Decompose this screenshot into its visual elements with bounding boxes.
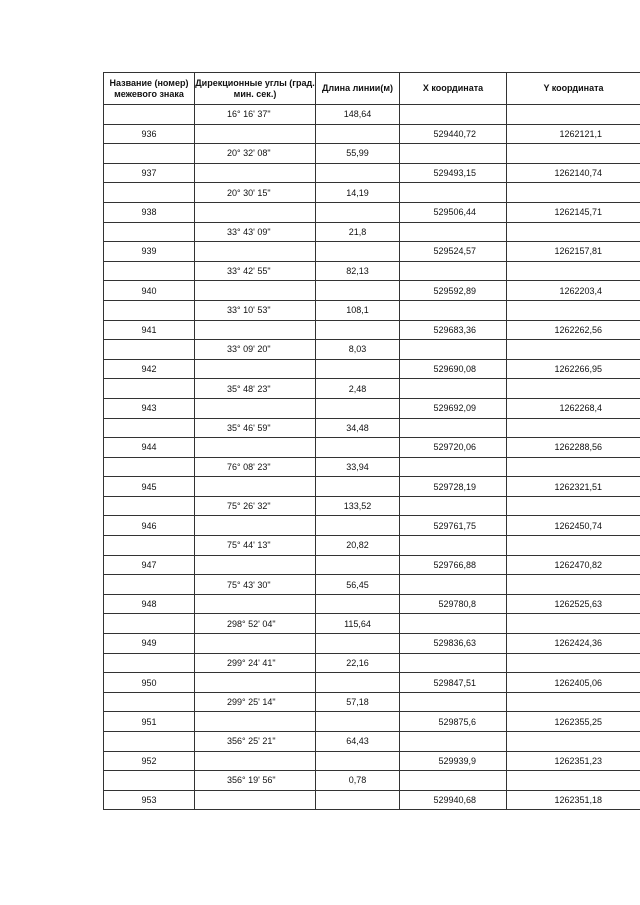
marker-name-cell: 948 (104, 594, 195, 614)
y-coordinate-cell: 1262121,1 (507, 124, 640, 144)
y-coordinate-cell: 1262157,81 (507, 242, 640, 262)
direction-angle-cell (195, 320, 316, 340)
line-length-cell: 8,03 (316, 340, 400, 360)
line-length-cell: 108,1 (316, 300, 400, 320)
line-length-cell (316, 673, 400, 693)
line-length-cell: 21,8 (316, 222, 400, 242)
x-coordinate-cell: 529766,88 (400, 555, 507, 575)
x-coordinate-cell: 529690,08 (400, 359, 507, 379)
marker-name-cell: 950 (104, 673, 195, 693)
line-length-cell (316, 594, 400, 614)
x-coordinate-cell (400, 771, 507, 791)
x-coordinate-cell: 529524,57 (400, 242, 507, 262)
y-coordinate-cell (507, 300, 640, 320)
direction-angle-cell (195, 790, 316, 810)
line-length-cell (316, 202, 400, 222)
header-direction-angle: Дирекционные углы (град. мин. сек.) (195, 73, 316, 105)
marker-name-cell: 940 (104, 281, 195, 301)
y-coordinate-cell (507, 653, 640, 673)
marker-name-cell: 949 (104, 634, 195, 654)
table-row (104, 477, 640, 497)
direction-angle-cell: 299° 25' 14" (195, 692, 316, 712)
table-row (104, 790, 640, 810)
table-row (104, 418, 640, 438)
table-row (104, 300, 640, 320)
table-row (104, 771, 640, 791)
table-row (104, 536, 640, 556)
x-coordinate-cell: 529875,6 (400, 712, 507, 732)
direction-angle-cell: 33° 10' 53" (195, 300, 316, 320)
line-length-cell: 64,43 (316, 732, 400, 752)
line-length-cell (316, 555, 400, 575)
marker-name-cell (104, 379, 195, 399)
x-coordinate-cell: 529847,51 (400, 673, 507, 693)
table-row (104, 653, 640, 673)
y-coordinate-cell: 1262262,56 (507, 320, 640, 340)
table-row (104, 398, 640, 418)
x-coordinate-cell (400, 653, 507, 673)
table-row (104, 751, 640, 771)
x-coordinate-cell (400, 379, 507, 399)
y-coordinate-cell (507, 183, 640, 203)
direction-angle-cell (195, 398, 316, 418)
table-row (104, 692, 640, 712)
table-row (104, 594, 640, 614)
table-row (104, 575, 640, 595)
x-coordinate-cell: 529493,15 (400, 163, 507, 183)
line-length-cell: 20,82 (316, 536, 400, 556)
y-coordinate-cell (507, 144, 640, 164)
y-coordinate-cell (507, 261, 640, 281)
direction-angle-cell (195, 673, 316, 693)
marker-name-cell: 941 (104, 320, 195, 340)
x-coordinate-cell: 529728,19 (400, 477, 507, 497)
direction-angle-cell (195, 594, 316, 614)
marker-name-cell (104, 575, 195, 595)
marker-name-cell (104, 653, 195, 673)
marker-name-cell (104, 418, 195, 438)
x-coordinate-cell (400, 496, 507, 516)
marker-name-cell (104, 340, 195, 360)
direction-angle-cell: 20° 30' 15" (195, 183, 316, 203)
y-coordinate-cell (507, 771, 640, 791)
x-coordinate-cell: 529440,72 (400, 124, 507, 144)
table-row (104, 144, 640, 164)
direction-angle-cell (195, 124, 316, 144)
line-length-cell (316, 163, 400, 183)
direction-angle-cell: 35° 48' 23" (195, 379, 316, 399)
marker-name-cell (104, 732, 195, 752)
x-coordinate-cell: 529939,9 (400, 751, 507, 771)
table-row (104, 320, 640, 340)
direction-angle-cell (195, 242, 316, 262)
marker-name-cell (104, 496, 195, 516)
y-coordinate-cell (507, 379, 640, 399)
direction-angle-cell: 35° 46' 59" (195, 418, 316, 438)
direction-angle-cell (195, 438, 316, 458)
table-row (104, 163, 640, 183)
x-coordinate-cell: 529836,63 (400, 634, 507, 654)
direction-angle-cell: 75° 43' 30" (195, 575, 316, 595)
table-row (104, 261, 640, 281)
y-coordinate-cell: 1262351,23 (507, 751, 640, 771)
line-length-cell (316, 712, 400, 732)
header-x-coordinate: X координата (400, 73, 507, 105)
table-row (104, 202, 640, 222)
direction-angle-cell: 33° 09' 20" (195, 340, 316, 360)
coordinates-document (103, 72, 640, 810)
boundary-coordinates-table (103, 72, 640, 810)
direction-angle-cell: 298° 52' 04" (195, 614, 316, 634)
marker-name-cell: 952 (104, 751, 195, 771)
x-coordinate-cell (400, 144, 507, 164)
direction-angle-cell: 299° 24' 41" (195, 653, 316, 673)
y-coordinate-cell: 1262268,4 (507, 398, 640, 418)
y-coordinate-cell (507, 496, 640, 516)
table-row (104, 105, 640, 125)
line-length-cell: 2,48 (316, 379, 400, 399)
table-row (104, 555, 640, 575)
y-coordinate-cell: 1262405,06 (507, 673, 640, 693)
marker-name-cell: 944 (104, 438, 195, 458)
line-length-cell (316, 124, 400, 144)
x-coordinate-cell: 529940,68 (400, 790, 507, 810)
marker-name-cell: 951 (104, 712, 195, 732)
table-row (104, 379, 640, 399)
x-coordinate-cell (400, 692, 507, 712)
line-length-cell (316, 438, 400, 458)
table-row (104, 457, 640, 477)
marker-name-cell (104, 183, 195, 203)
direction-angle-cell: 20° 32' 08" (195, 144, 316, 164)
marker-name-cell (104, 222, 195, 242)
x-coordinate-cell (400, 105, 507, 125)
x-coordinate-cell (400, 536, 507, 556)
x-coordinate-cell: 529761,75 (400, 516, 507, 536)
table-body (104, 105, 640, 810)
table-row (104, 183, 640, 203)
marker-name-cell (104, 614, 195, 634)
direction-angle-cell: 33° 42' 55" (195, 261, 316, 281)
y-coordinate-cell (507, 222, 640, 242)
marker-name-cell: 947 (104, 555, 195, 575)
direction-angle-cell (195, 163, 316, 183)
direction-angle-cell (195, 751, 316, 771)
x-coordinate-cell (400, 732, 507, 752)
x-coordinate-cell: 529683,36 (400, 320, 507, 340)
table-row (104, 673, 640, 693)
direction-angle-cell: 33° 43' 09" (195, 222, 316, 242)
marker-name-cell (104, 536, 195, 556)
header-line-length: Длина линии(м) (316, 73, 400, 105)
marker-name-cell (104, 261, 195, 281)
marker-name-cell (104, 105, 195, 125)
table-row (104, 712, 640, 732)
y-coordinate-cell: 1262203,4 (507, 281, 640, 301)
y-coordinate-cell (507, 418, 640, 438)
line-length-cell: 34,48 (316, 418, 400, 438)
table-row (104, 496, 640, 516)
direction-angle-cell: 356° 25' 21" (195, 732, 316, 752)
x-coordinate-cell: 529692,09 (400, 398, 507, 418)
x-coordinate-cell (400, 575, 507, 595)
marker-name-cell (104, 300, 195, 320)
header-y-coordinate: Y координата (507, 73, 640, 105)
line-length-cell (316, 790, 400, 810)
marker-name-cell: 937 (104, 163, 195, 183)
x-coordinate-cell (400, 222, 507, 242)
direction-angle-cell: 16° 16' 37" (195, 105, 316, 125)
line-length-cell: 82,13 (316, 261, 400, 281)
y-coordinate-cell (507, 457, 640, 477)
y-coordinate-cell: 1262424,36 (507, 634, 640, 654)
line-length-cell (316, 516, 400, 536)
y-coordinate-cell: 1262351,18 (507, 790, 640, 810)
direction-angle-cell: 75° 26' 32" (195, 496, 316, 516)
marker-name-cell: 942 (104, 359, 195, 379)
marker-name-cell: 946 (104, 516, 195, 536)
x-coordinate-cell: 529506,44 (400, 202, 507, 222)
x-coordinate-cell (400, 261, 507, 281)
table-row (104, 359, 640, 379)
line-length-cell (316, 477, 400, 497)
x-coordinate-cell (400, 300, 507, 320)
header-marker-name: Название (номер) межевого знака (104, 73, 195, 105)
y-coordinate-cell (507, 575, 640, 595)
marker-name-cell (104, 692, 195, 712)
line-length-cell (316, 398, 400, 418)
table-header-row (104, 73, 640, 105)
line-length-cell: 14,19 (316, 183, 400, 203)
direction-angle-cell (195, 281, 316, 301)
line-length-cell: 115,64 (316, 614, 400, 634)
x-coordinate-cell (400, 183, 507, 203)
y-coordinate-cell: 1262355,25 (507, 712, 640, 732)
x-coordinate-cell (400, 418, 507, 438)
y-coordinate-cell (507, 340, 640, 360)
line-length-cell (316, 751, 400, 771)
line-length-cell: 55,99 (316, 144, 400, 164)
marker-name-cell: 945 (104, 477, 195, 497)
direction-angle-cell (195, 516, 316, 536)
table-row (104, 242, 640, 262)
line-length-cell: 148,64 (316, 105, 400, 125)
table-row (104, 634, 640, 654)
table-row (104, 281, 640, 301)
y-coordinate-cell (507, 732, 640, 752)
direction-angle-cell (195, 359, 316, 379)
y-coordinate-cell (507, 105, 640, 125)
y-coordinate-cell: 1262321,51 (507, 477, 640, 497)
line-length-cell: 133,52 (316, 496, 400, 516)
marker-name-cell: 943 (104, 398, 195, 418)
x-coordinate-cell: 529780,8 (400, 594, 507, 614)
line-length-cell: 57,18 (316, 692, 400, 712)
line-length-cell: 22,16 (316, 653, 400, 673)
marker-name-cell (104, 144, 195, 164)
marker-name-cell: 936 (104, 124, 195, 144)
y-coordinate-cell: 1262470,82 (507, 555, 640, 575)
marker-name-cell: 939 (104, 242, 195, 262)
y-coordinate-cell: 1262288,56 (507, 438, 640, 458)
line-length-cell: 0,78 (316, 771, 400, 791)
y-coordinate-cell: 1262140,74 (507, 163, 640, 183)
line-length-cell (316, 634, 400, 654)
line-length-cell (316, 281, 400, 301)
table-row (104, 516, 640, 536)
direction-angle-cell (195, 555, 316, 575)
y-coordinate-cell (507, 614, 640, 634)
y-coordinate-cell: 1262145,71 (507, 202, 640, 222)
direction-angle-cell: 75° 44' 13" (195, 536, 316, 556)
line-length-cell (316, 320, 400, 340)
table-row (104, 124, 640, 144)
direction-angle-cell: 356° 19' 56" (195, 771, 316, 791)
marker-name-cell (104, 457, 195, 477)
table-row (104, 222, 640, 242)
direction-angle-cell: 76° 08' 23" (195, 457, 316, 477)
y-coordinate-cell: 1262525,63 (507, 594, 640, 614)
line-length-cell: 56,45 (316, 575, 400, 595)
table-row (104, 340, 640, 360)
marker-name-cell: 938 (104, 202, 195, 222)
direction-angle-cell (195, 634, 316, 654)
y-coordinate-cell (507, 536, 640, 556)
marker-name-cell: 953 (104, 790, 195, 810)
y-coordinate-cell: 1262450,74 (507, 516, 640, 536)
marker-name-cell (104, 771, 195, 791)
line-length-cell (316, 242, 400, 262)
y-coordinate-cell (507, 692, 640, 712)
x-coordinate-cell (400, 614, 507, 634)
direction-angle-cell (195, 202, 316, 222)
table-row (104, 614, 640, 634)
x-coordinate-cell (400, 457, 507, 477)
y-coordinate-cell: 1262266,95 (507, 359, 640, 379)
table-row (104, 732, 640, 752)
table-row (104, 438, 640, 458)
direction-angle-cell (195, 477, 316, 497)
x-coordinate-cell (400, 340, 507, 360)
x-coordinate-cell: 529592,89 (400, 281, 507, 301)
line-length-cell (316, 359, 400, 379)
x-coordinate-cell: 529720,06 (400, 438, 507, 458)
direction-angle-cell (195, 712, 316, 732)
line-length-cell: 33,94 (316, 457, 400, 477)
